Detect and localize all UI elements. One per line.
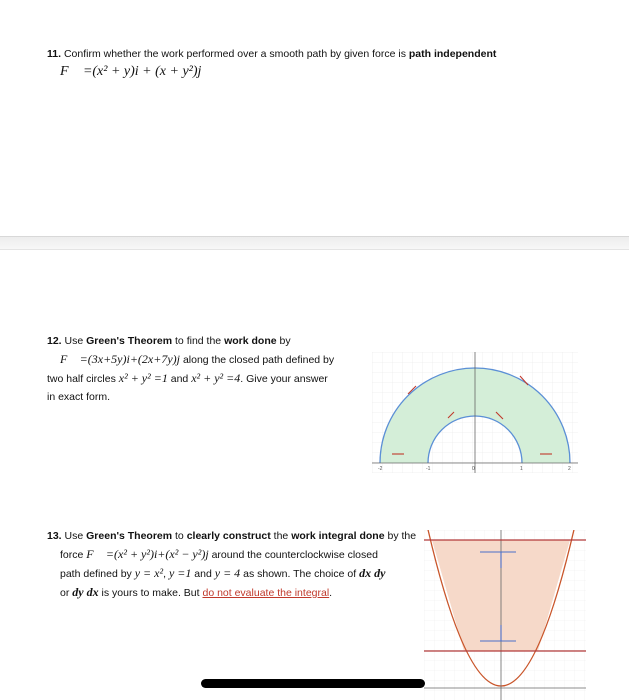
force-formula: F⃗ =(x² + y)i + (x + y²)j (60, 64, 202, 79)
theorem-name: Green's Theorem (86, 335, 173, 347)
question-line-3 (47, 369, 367, 388)
curve-equation: y = 4 (214, 566, 241, 580)
force-formula: F⃗ =(3x+5y)i+(2x+7y)j (60, 352, 181, 366)
emphasis-text: work integral done (291, 530, 385, 542)
x-tick-label: -2 (378, 466, 383, 472)
question-line-3: path defined by y = x², y =1 and y = 4 as shown. The choice of dx dy (60, 566, 386, 580)
x-tick-label: 2 (568, 466, 571, 472)
text: Use (64, 530, 84, 542)
question-line-4: in exact form. (47, 391, 111, 403)
question-number: 11. (47, 48, 62, 60)
integration-order: dx dy (359, 566, 386, 580)
text: to find the (175, 335, 222, 347)
text: by (279, 335, 291, 347)
inner-circle-equation: x² + y² =1 (118, 371, 168, 385)
text: . (329, 587, 333, 599)
curve-equation: y = x² (134, 566, 164, 580)
question-line-2 (47, 350, 367, 369)
integration-order: dy dx (72, 585, 99, 599)
warning-text: do not evaluate the integral (202, 587, 330, 599)
text: Use (64, 335, 84, 347)
x-tick-label: 0 (472, 466, 475, 472)
emphasis-text: clearly construct (186, 530, 271, 542)
force-formula: F⃗ =(x² + y²)i+(x² − y²)j (86, 547, 209, 561)
question-line-2 (47, 545, 417, 564)
text: is yours to make. But (101, 587, 200, 599)
curve-equation: y =1 (168, 566, 192, 580)
question-number: 13. (47, 530, 62, 542)
question-line-1 (47, 527, 417, 545)
question-13 (47, 527, 417, 602)
text: by the (387, 530, 417, 542)
text: the (273, 530, 289, 542)
text: and (170, 373, 189, 385)
section-divider (0, 236, 629, 250)
text: and (194, 568, 212, 580)
question-11 (47, 45, 607, 63)
theorem-name: Green's Theorem (86, 530, 173, 542)
question-text: Confirm whether the work performed over a smooth path by given force is (63, 48, 406, 60)
outer-circle-equation: x² + y² =4 (191, 371, 241, 385)
text: along the closed path defined by (182, 354, 335, 366)
text: . Give your answer (240, 373, 328, 385)
text: as shown. The choice of (243, 568, 357, 580)
text: around the counterclockwise closed (211, 549, 378, 561)
question-12 (47, 332, 367, 406)
annulus-region-graph (372, 352, 578, 473)
text: two half circles (47, 373, 116, 385)
x-tick-label: -1 (426, 466, 431, 472)
question-number: 12. (47, 335, 62, 347)
text: to (175, 530, 184, 542)
question-line-1 (47, 332, 367, 350)
horizontal-scrollbar[interactable] (201, 679, 425, 688)
text: force (60, 549, 84, 561)
text: path defined by (60, 568, 132, 580)
question-emphasis: path independent (408, 48, 497, 60)
work-term: work done (224, 335, 277, 347)
question-line-4 (47, 583, 417, 602)
x-tick-label: 1 (520, 466, 523, 472)
parabola-region-graph (424, 530, 586, 700)
text: or (60, 587, 70, 599)
